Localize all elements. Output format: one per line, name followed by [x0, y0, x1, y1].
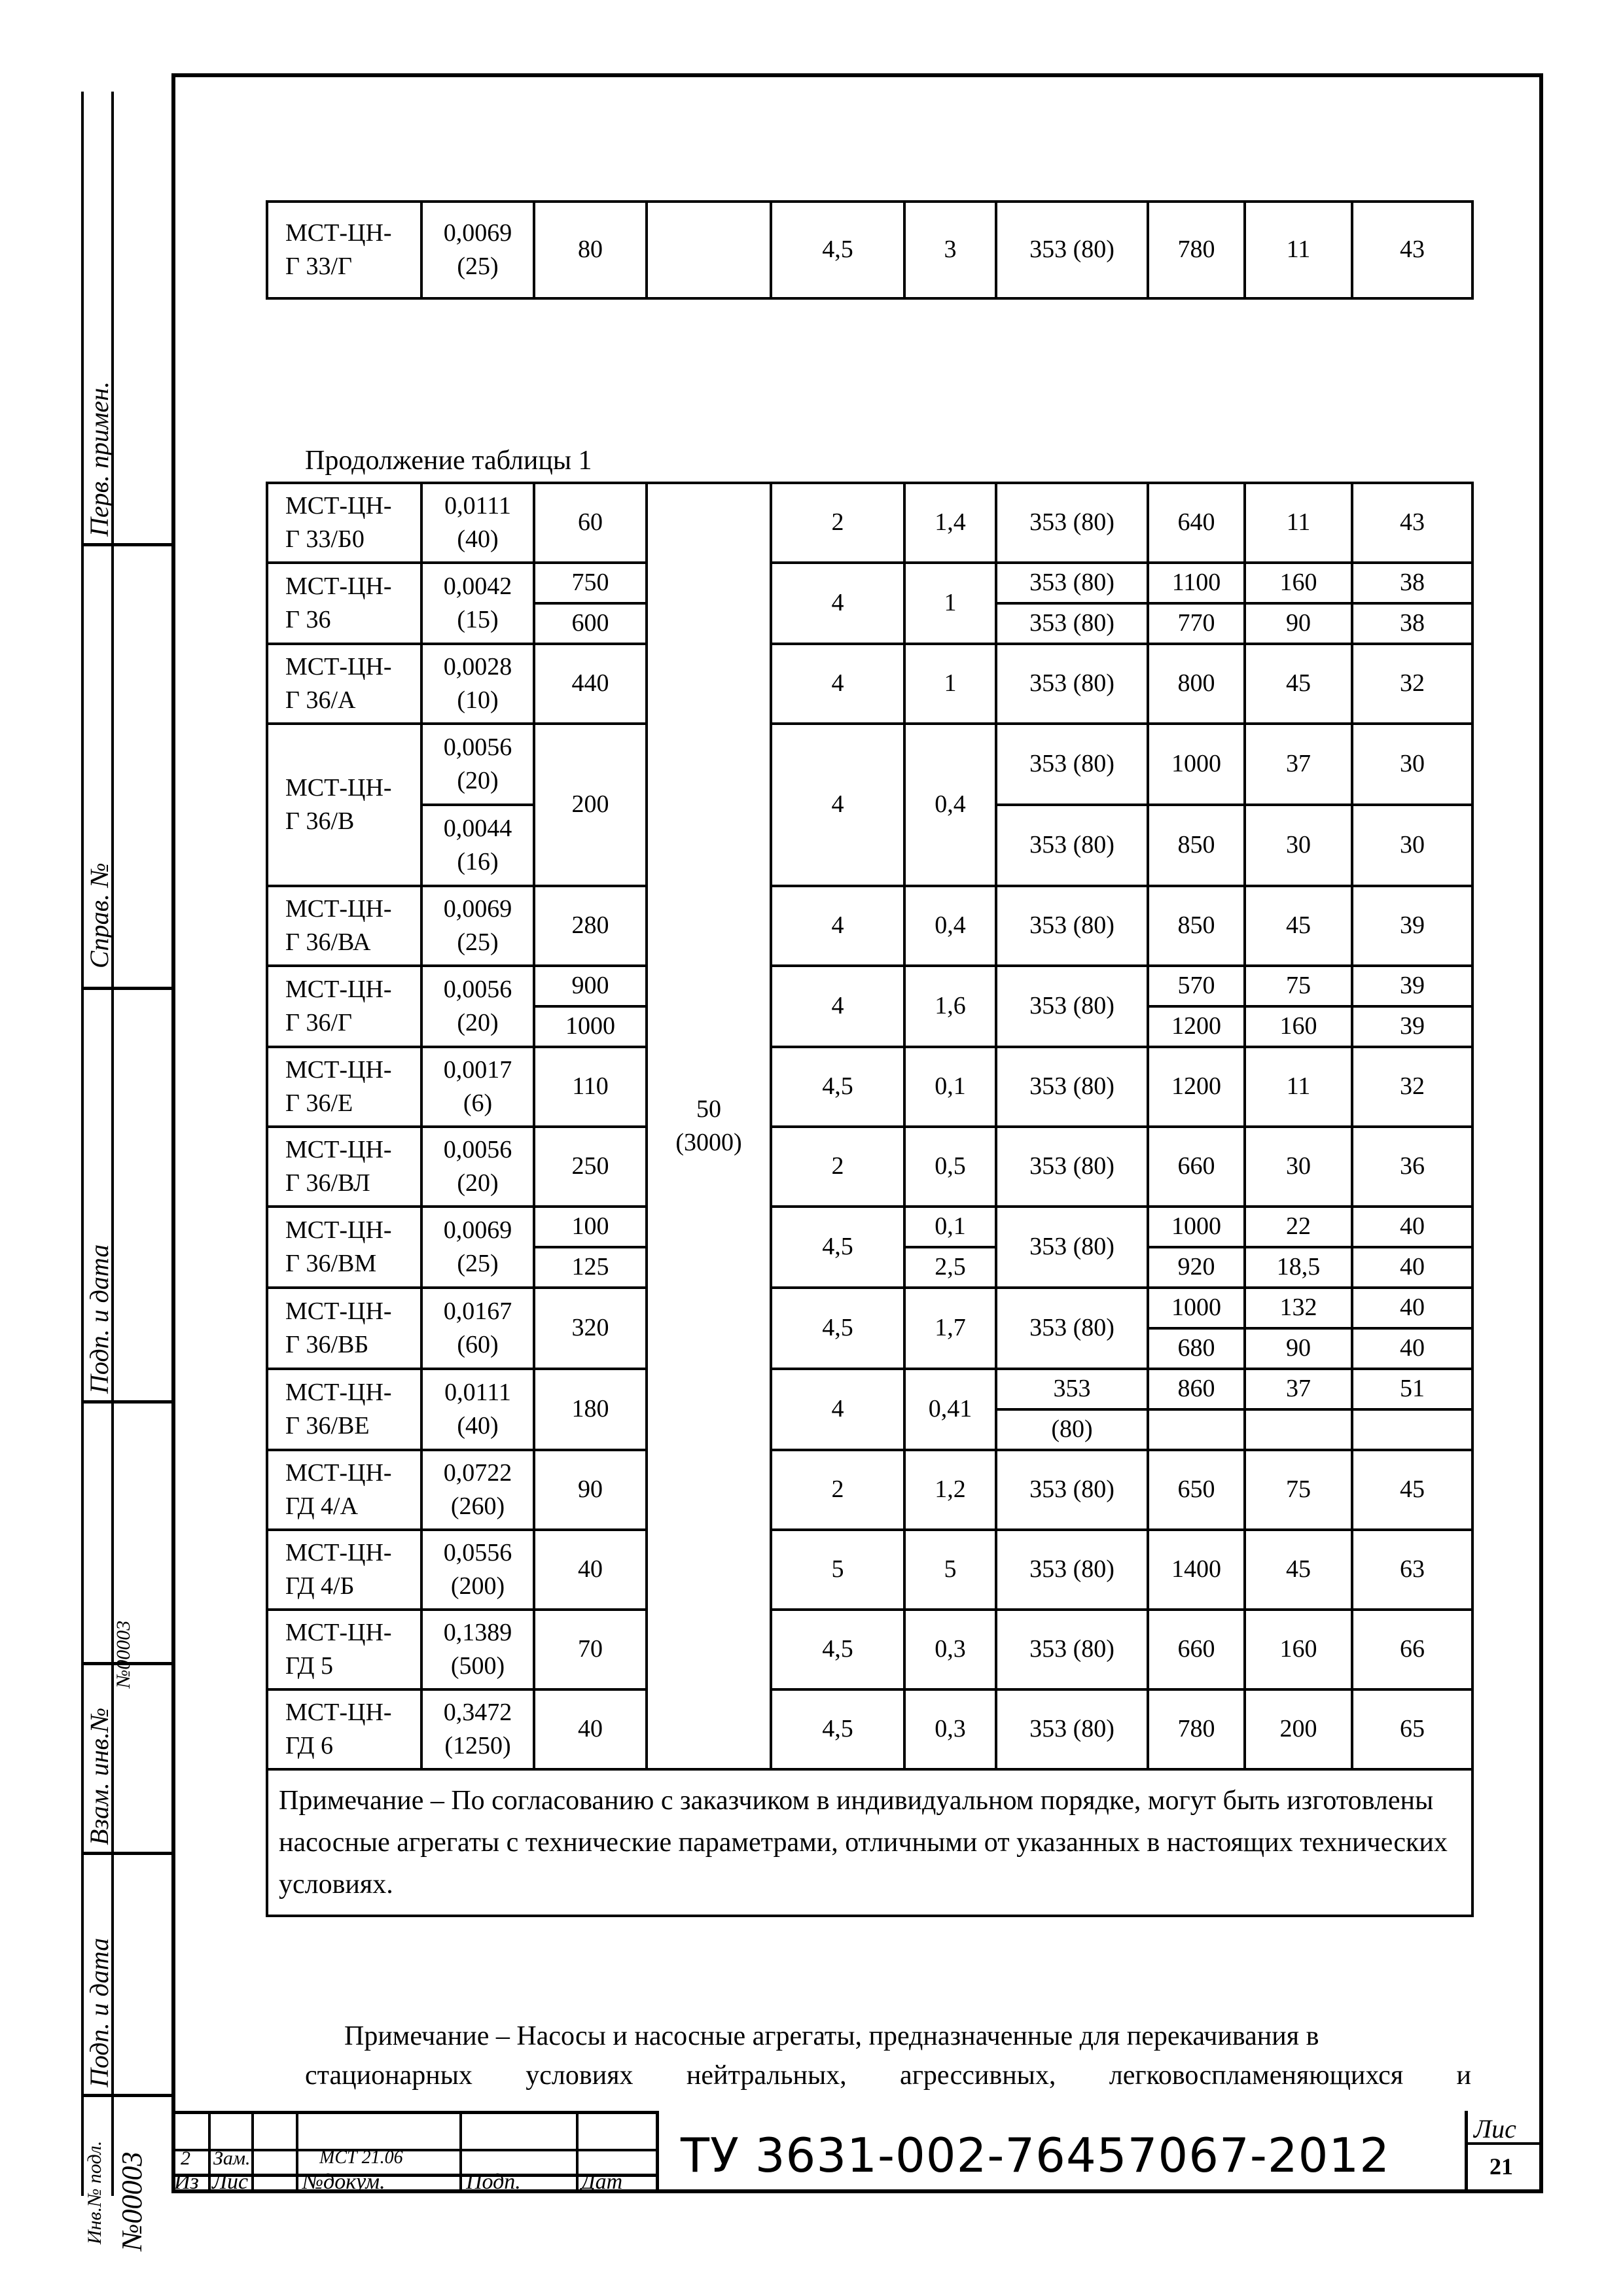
cell-value: 0,41	[904, 1369, 996, 1450]
table-row	[267, 1530, 1472, 1610]
cell-empty	[1352, 1409, 1472, 1450]
cell-value: 4	[771, 724, 904, 886]
cell-efficiency: 65	[1352, 1689, 1472, 1769]
table-row	[267, 563, 1472, 603]
margin-divider	[81, 1400, 171, 1404]
cell-temp: 353 (80)	[996, 1127, 1148, 1207]
cell-power: 30	[1245, 805, 1352, 886]
cell-power: 22	[1245, 1207, 1352, 1247]
cell-power: 11	[1245, 1047, 1352, 1127]
cell-value: 1,4	[904, 483, 996, 563]
cell-head: 250	[534, 1127, 647, 1207]
cell-head: 320	[534, 1288, 647, 1369]
cell-value: 650	[1148, 1450, 1245, 1530]
cell-value: 800	[1148, 644, 1245, 724]
cell-power: 200	[1245, 1689, 1352, 1769]
stamp-header-dokum: №докум.	[302, 2170, 385, 2194]
cell-flow: 0,0028 (10)	[421, 644, 534, 724]
stamp-header-podp: Подп.	[466, 2170, 521, 2194]
cell-value: 4,5	[771, 202, 904, 298]
cell-flow: 0,0056 (20)	[421, 966, 534, 1047]
cell-head: 100	[534, 1207, 647, 1247]
cell-value: 2	[771, 1450, 904, 1530]
cell-value: 780	[1148, 1689, 1245, 1769]
cell-value: 680	[1148, 1328, 1245, 1369]
cell-value: 0,3	[904, 1610, 996, 1689]
cell-efficiency: 36	[1352, 1127, 1472, 1207]
cell-efficiency: 63	[1352, 1530, 1472, 1610]
cell-value: 920	[1148, 1247, 1245, 1288]
margin-divider	[81, 987, 171, 990]
cell-empty	[1148, 1409, 1245, 1450]
table-row	[267, 886, 1472, 966]
cell-value: 2,5	[904, 1247, 996, 1288]
cell-efficiency: 43	[1352, 202, 1472, 298]
cell-head: 80	[534, 202, 647, 298]
cell-head: 1000	[534, 1006, 647, 1047]
table-row	[267, 644, 1472, 724]
cell-name: МСТ-ЦН- Г 36/ВЕ	[267, 1369, 421, 1450]
cell-name: МСТ-ЦН- ГД 6	[267, 1689, 421, 1769]
pump-table	[266, 482, 1474, 1917]
cell-power: 45	[1245, 644, 1352, 724]
table-caption: Продолжение таблицы 1	[305, 446, 592, 476]
cell-flow: 0,0556 (200)	[421, 1530, 534, 1610]
margin-label-perv-primen: Перв. примен.	[84, 381, 114, 537]
cell-efficiency: 30	[1352, 805, 1472, 886]
document-code: ТУ 3631-002-76457067-2012	[681, 2128, 1391, 2183]
cell-efficiency: 66	[1352, 1610, 1472, 1689]
cell-value: 4,5	[771, 1689, 904, 1769]
cell-efficiency: 51	[1352, 1369, 1472, 1409]
table-row	[267, 1689, 1472, 1769]
cell-temp: 353 (80)	[996, 1047, 1148, 1127]
cell-value: 1000	[1148, 724, 1245, 805]
cell-value: 3	[904, 202, 996, 298]
cell-name: МСТ-ЦН- ГД 5	[267, 1610, 421, 1689]
cell-efficiency: 40	[1352, 1288, 1472, 1328]
cell-value: 4	[771, 1369, 904, 1450]
cell-flow: 0,0069 (25)	[421, 1207, 534, 1288]
cell-name: МСТ-ЦН- Г 36/В	[267, 724, 421, 886]
cell-power: 37	[1245, 1369, 1352, 1409]
cell-value: 1200	[1148, 1047, 1245, 1127]
margin-label-inv-podl: Инв.№ подл.	[84, 2140, 105, 2244]
cell-head: 440	[534, 644, 647, 724]
cell-value: 1	[904, 563, 996, 644]
cell-flow: 0,0044 (16)	[421, 805, 534, 886]
table-row	[267, 1369, 1472, 1409]
cell-name: МСТ-ЦН- Г 33/Г	[267, 202, 421, 298]
cell-efficiency: 39	[1352, 886, 1472, 966]
cell-power: 18,5	[1245, 1247, 1352, 1288]
table-row	[267, 1450, 1472, 1530]
cell-value: 860	[1148, 1369, 1245, 1409]
cell-name: МСТ-ЦН- Г 36/ВМ	[267, 1207, 421, 1288]
cell-value: 660	[1148, 1610, 1245, 1689]
cell-head: 125	[534, 1247, 647, 1288]
cell-value: 4,5	[771, 1288, 904, 1369]
cell-value: 640	[1148, 483, 1245, 563]
cell-value: 0,1	[904, 1047, 996, 1127]
cell-power: 132	[1245, 1288, 1352, 1328]
table-row	[267, 1207, 1472, 1247]
stamp-sheet-number: 21	[1489, 2153, 1513, 2180]
cell-head: 280	[534, 886, 647, 966]
cell-value: 0,4	[904, 724, 996, 886]
cell-efficiency: 39	[1352, 966, 1472, 1006]
cell-head: 180	[534, 1369, 647, 1450]
cell-power: 160	[1245, 563, 1352, 603]
cell-head: 40	[534, 1530, 647, 1610]
cell-head: 40	[534, 1689, 647, 1769]
cell-value: 780	[1148, 202, 1245, 298]
cell-head: 70	[534, 1610, 647, 1689]
cell-name: МСТ-ЦН- Г 36/ВБ	[267, 1288, 421, 1369]
cell-name: МСТ-ЦН- Г 36/А	[267, 644, 421, 724]
cell-value: 2	[771, 1127, 904, 1207]
cell-speed	[647, 202, 771, 298]
cell-value: 570	[1148, 966, 1245, 1006]
cell-empty	[1245, 1409, 1352, 1450]
cell-name: МСТ-ЦН- ГД 4/А	[267, 1450, 421, 1530]
bottom-note-line-1: Примечание – Насосы и насосные агрегаты, предназначенные для перекачивания в	[344, 2021, 1319, 2051]
bottom-note-line-2: стационарных условиях нейтральных, агрессивных, легковоспламеняющихся и	[305, 2060, 1471, 2091]
cell-temp: 353 (80)	[996, 1207, 1148, 1288]
cell-speed-merged: 50 (3000)	[647, 483, 771, 1769]
cell-flow: 0,0056 (20)	[421, 1127, 534, 1207]
cell-flow: 0,0042 (15)	[421, 563, 534, 644]
cell-value: 4	[771, 644, 904, 724]
cell-name: МСТ-ЦН- Г 36	[267, 563, 421, 644]
cell-efficiency: 32	[1352, 1047, 1472, 1127]
margin-divider	[81, 543, 171, 546]
cell-power: 37	[1245, 724, 1352, 805]
table-row	[267, 483, 1472, 563]
cell-flow: 0,0017 (6)	[421, 1047, 534, 1127]
cell-power: 11	[1245, 483, 1352, 563]
cell-flow: 0,0167 (60)	[421, 1288, 534, 1369]
cell-value: 0,4	[904, 886, 996, 966]
cell-temp: (80)	[996, 1409, 1148, 1450]
margin-label-sprav-no: Справ. №	[84, 862, 114, 968]
cell-efficiency: 39	[1352, 1006, 1472, 1047]
cell-efficiency: 38	[1352, 563, 1472, 603]
cell-temp: 353 (80)	[996, 886, 1148, 966]
cell-value: 0,3	[904, 1689, 996, 1769]
bottom-note	[305, 2017, 1471, 2095]
cell-temp: 353 (80)	[996, 724, 1148, 805]
cell-name: МСТ-ЦН- Г 36/Е	[267, 1047, 421, 1127]
margin-label-vzam-inv-num: №00003	[113, 1620, 134, 1688]
cell-flow: 0,0111 (40)	[421, 483, 534, 563]
cell-head: 750	[534, 563, 647, 603]
cell-flow: 0,0069 (25)	[421, 886, 534, 966]
cell-value: 0,1	[904, 1207, 996, 1247]
table-note-row	[267, 1769, 1472, 1916]
cell-value: 4	[771, 886, 904, 966]
cell-power: 11	[1245, 202, 1352, 298]
cell-temp: 353 (80)	[996, 1689, 1148, 1769]
margin-divider	[81, 2094, 171, 2097]
cell-temp: 353 (80)	[996, 202, 1148, 298]
cell-efficiency: 45	[1352, 1450, 1472, 1530]
cell-value: 1	[904, 644, 996, 724]
cell-value: 5	[771, 1530, 904, 1610]
cell-temp: 353 (80)	[996, 644, 1148, 724]
cell-flow: 0,3472 (1250)	[421, 1689, 534, 1769]
cell-power: 45	[1245, 1530, 1352, 1610]
cell-value: 4	[771, 966, 904, 1047]
cell-head: 600	[534, 603, 647, 644]
cell-temp: 353	[996, 1369, 1148, 1409]
cell-name: МСТ-ЦН- Г 33/Б0	[267, 483, 421, 563]
table-row	[267, 202, 1472, 298]
cell-value: 4	[771, 563, 904, 644]
cell-value: 5	[904, 1530, 996, 1610]
cell-value: 1400	[1148, 1530, 1245, 1610]
cell-head: 60	[534, 483, 647, 563]
table-row	[267, 1610, 1472, 1689]
cell-efficiency: 40	[1352, 1247, 1472, 1288]
table-row	[267, 1127, 1472, 1207]
stamp-header-dat: Дат	[581, 2170, 623, 2194]
cell-temp: 353 (80)	[996, 1288, 1148, 1369]
cell-power: 75	[1245, 966, 1352, 1006]
cell-value: 1200	[1148, 1006, 1245, 1047]
cell-head: 110	[534, 1047, 647, 1127]
cell-value: 770	[1148, 603, 1245, 644]
cell-value: 4,5	[771, 1207, 904, 1288]
left-margin-strip	[81, 92, 171, 2251]
cell-head: 900	[534, 966, 647, 1006]
cell-name: МСТ-ЦН- Г 36/Г	[267, 966, 421, 1047]
stamp-header-iz: Из	[174, 2170, 199, 2194]
cell-name: МСТ-ЦН- Г 36/ВЛ	[267, 1127, 421, 1207]
cell-flow: 0,0069 (25)	[421, 202, 534, 298]
cell-efficiency: 32	[1352, 644, 1472, 724]
cell-temp: 353 (80)	[996, 603, 1148, 644]
cell-value: 850	[1148, 805, 1245, 886]
margin-label-vzam-inv: Взам. инв.№	[84, 1707, 114, 1845]
cell-value: 1,6	[904, 966, 996, 1047]
cell-value: 4,5	[771, 1610, 904, 1689]
cell-head: 90	[534, 1450, 647, 1530]
table-row	[267, 724, 1472, 805]
cell-flow: 0,0111 (40)	[421, 1369, 534, 1450]
cell-value: 2	[771, 483, 904, 563]
cell-power: 30	[1245, 1127, 1352, 1207]
cell-flow: 0,1389 (500)	[421, 1610, 534, 1689]
cell-power: 160	[1245, 1610, 1352, 1689]
cell-value: 1000	[1148, 1288, 1245, 1328]
table-note: Примечание – По согласованию с заказчиком в индивидуальном порядке, могут быть изготовлены насосные агрегаты с технические параметрами, отличными от указанных в настоящих технических условиях.	[267, 1769, 1472, 1916]
margin-label-podp-data-2: Подп. и дата	[84, 1937, 114, 2087]
stamp-izm: 2	[181, 2147, 190, 2169]
cell-value: 4,5	[771, 1047, 904, 1127]
cell-value: 850	[1148, 886, 1245, 966]
cell-temp: 353 (80)	[996, 1530, 1148, 1610]
cell-head: 200	[534, 724, 647, 886]
cell-temp: 353 (80)	[996, 483, 1148, 563]
cell-temp: 353 (80)	[996, 1450, 1148, 1530]
cell-power: 160	[1245, 1006, 1352, 1047]
table-row	[267, 1047, 1472, 1127]
cell-name: МСТ-ЦН- Г 36/ВА	[267, 886, 421, 966]
cell-value: 1,2	[904, 1450, 996, 1530]
cell-flow: 0,0056 (20)	[421, 724, 534, 805]
cell-efficiency: 30	[1352, 724, 1472, 805]
cell-temp: 353 (80)	[996, 563, 1148, 603]
cell-power: 90	[1245, 1328, 1352, 1369]
table-row	[267, 966, 1472, 1006]
cell-value: 0,5	[904, 1127, 996, 1207]
stamp-doc: МСТ 21.06	[319, 2147, 403, 2168]
margin-label-inv-podl-num: №00003	[116, 2151, 148, 2251]
cell-efficiency: 43	[1352, 483, 1472, 563]
margin-label-podp-data: Подп. и дата	[84, 1244, 114, 1394]
cell-power: 45	[1245, 886, 1352, 966]
margin-divider	[81, 1852, 171, 1855]
cell-efficiency: 40	[1352, 1207, 1472, 1247]
stamp-sheet-label: Лис	[1474, 2114, 1516, 2144]
cell-power: 90	[1245, 603, 1352, 644]
cell-efficiency: 40	[1352, 1328, 1472, 1369]
cell-flow: 0,0722 (260)	[421, 1450, 534, 1530]
cell-efficiency: 38	[1352, 603, 1472, 644]
cell-value: 1,7	[904, 1288, 996, 1369]
cell-temp: 353 (80)	[996, 1610, 1148, 1689]
cell-name: МСТ-ЦН- ГД 4/Б	[267, 1530, 421, 1610]
cell-value: 1100	[1148, 563, 1245, 603]
stamp-header-lis: Лис	[212, 2170, 249, 2194]
cell-power: 75	[1245, 1450, 1352, 1530]
cell-value: 1000	[1148, 1207, 1245, 1247]
table-row	[267, 1288, 1472, 1328]
cell-temp: 353 (80)	[996, 966, 1148, 1047]
cell-temp: 353 (80)	[996, 805, 1148, 886]
top-table	[266, 200, 1474, 300]
cell-value: 660	[1148, 1127, 1245, 1207]
stamp-list: Зам.	[213, 2147, 251, 2169]
